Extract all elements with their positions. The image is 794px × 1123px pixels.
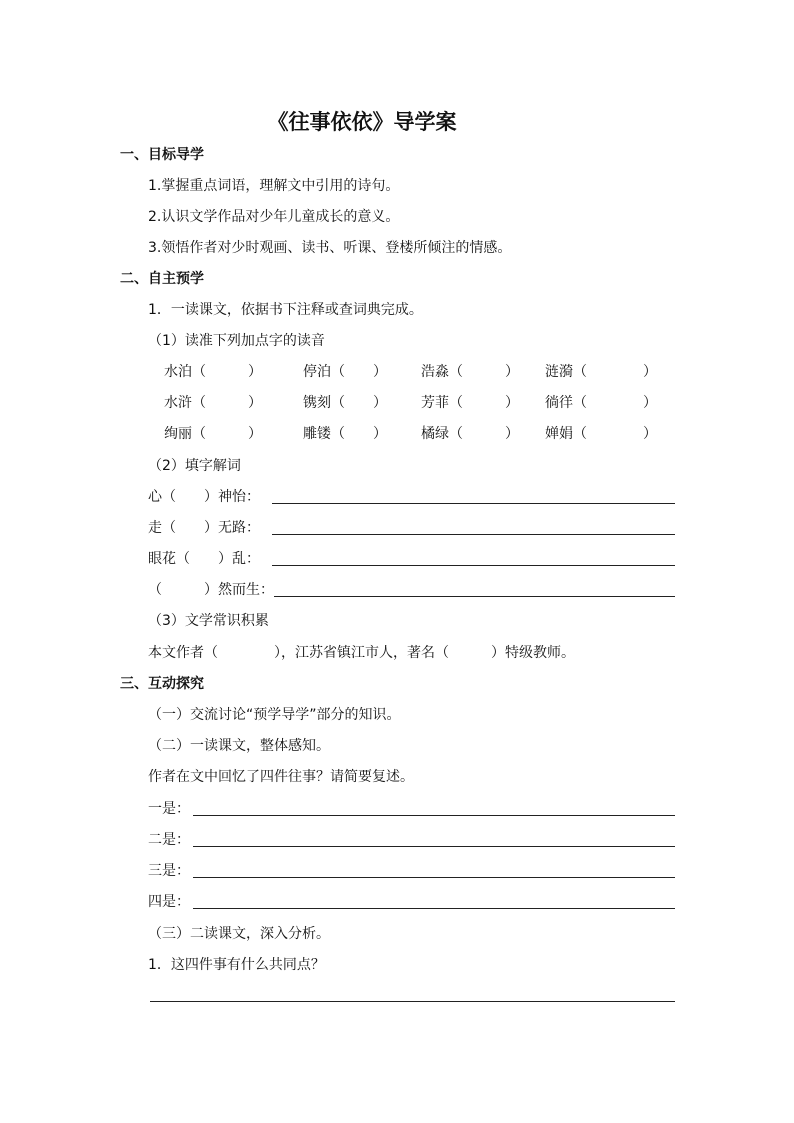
pinyin-item: 橘绿（ ） [421, 426, 519, 442]
pinyin-item: 浩淼（ ） [421, 364, 519, 380]
section-heading-inquiry: 三、互动探究 [120, 676, 204, 692]
answer-line[interactable] [272, 534, 675, 535]
pinyin-item: 绚丽（ ） [164, 426, 262, 442]
answer-line[interactable] [193, 877, 675, 878]
answer-line[interactable] [193, 846, 675, 847]
goal-item-3: 3.领悟作者对少时观画、读书、听课、登楼所倾注的情感。 [148, 240, 512, 256]
answer-line[interactable] [193, 908, 675, 909]
answer-line[interactable] [272, 503, 675, 504]
fill-item-label: 心（ ）神怡： [148, 489, 260, 505]
inquiry-part-3: （三）二读课文，深入分析。 [148, 926, 330, 942]
subsection-fill-words: （2）填字解词 [148, 458, 241, 474]
analysis-question-1: 1．这四件事有什么共同点？ [148, 957, 325, 973]
pinyin-item: 徜徉（ ） [545, 395, 657, 411]
goal-item-1: 1.掌握重点词语，理解文中引用的诗句。 [148, 178, 400, 194]
answer-line[interactable] [274, 596, 675, 597]
fill-item-label: （ ）然而生： [148, 582, 274, 598]
pinyin-item: 水泊（ ） [164, 364, 262, 380]
answer-label: 三是： [148, 863, 190, 879]
pinyin-item: 婵娟（ ） [545, 426, 657, 442]
fill-item-label: 眼花（ ）乱： [148, 551, 260, 567]
subsection-literary-knowledge: （3）文学常识积累 [148, 613, 269, 629]
subsection-pronunciation: （1）读准下列加点字的读音 [148, 333, 325, 349]
preview-question-1: 1．一读课文，依据书下注释或查词典完成。 [148, 302, 423, 318]
pinyin-item: 水浒（ ） [164, 395, 262, 411]
pinyin-item: 停泊（ ） [303, 364, 387, 380]
answer-line[interactable] [150, 1001, 675, 1002]
section-heading-goals: 一、目标导学 [120, 147, 204, 163]
pinyin-item: 雕镂（ ） [303, 426, 387, 442]
inquiry-prompt: 作者在文中回忆了四件往事？请简要复述。 [148, 769, 414, 785]
goal-item-2: 2.认识文学作品对少年儿童成长的意义。 [148, 209, 400, 225]
literary-knowledge-text: 本文作者（ ），江苏省镇江市人，著名（ ）特级教师。 [148, 645, 575, 661]
fill-item-label: 走（ ）无路： [148, 520, 260, 536]
answer-line[interactable] [272, 565, 675, 566]
inquiry-part-1: （一）交流讨论“预学导学”部分的知识。 [148, 707, 401, 723]
answer-label: 二是： [148, 832, 190, 848]
pinyin-item: 涟漪（ ） [545, 364, 657, 380]
inquiry-part-2: （二）一读课文，整体感知。 [148, 738, 330, 754]
answer-label: 一是： [148, 801, 190, 817]
pinyin-item: 镌刻（ ） [303, 395, 387, 411]
answer-label: 四是： [148, 894, 190, 910]
section-heading-preview: 二、自主预学 [120, 271, 204, 287]
page-title: 《往事依依》导学案 [267, 109, 457, 134]
pinyin-item: 芳菲（ ） [421, 395, 519, 411]
answer-line[interactable] [193, 815, 675, 816]
